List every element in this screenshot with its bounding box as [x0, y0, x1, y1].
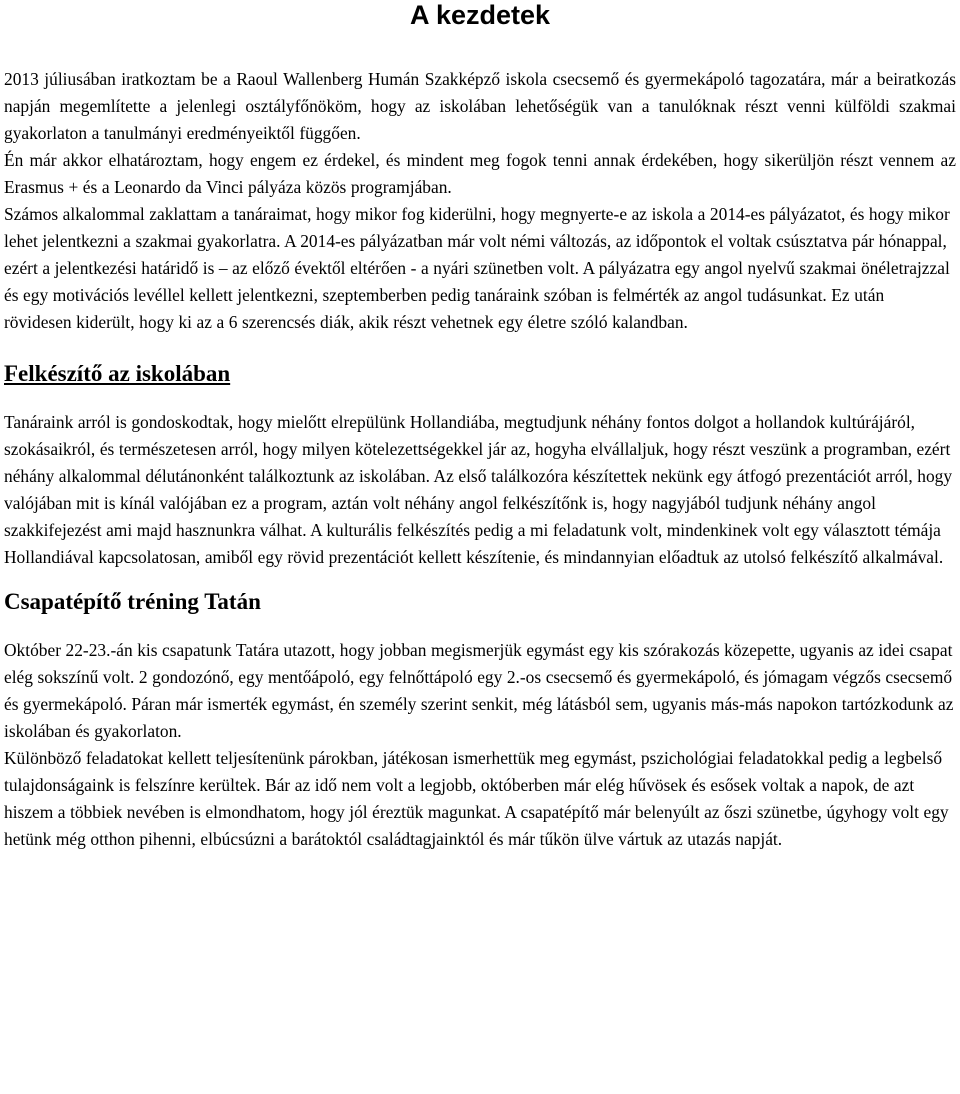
intro-paragraph-1: 2013 júliusában iratkoztam be a Raoul Wallenberg Humán Szakképző iskola csecsemő és gyermekápoló tagozatára, már a beiratkozás napján megemlítette a jelenlegi osztályfőnököm, hogy az iskolában lehetőségük van a tanulóknak részt venni külföldi szakmai gyakorlaton a tanulmányi eredményeiktől függően. — [4, 69, 956, 143]
teambuilding-paragraph-1: Október 22-23.-án kis csapatunk Tatára utazott, hogy jobban megismerjük egymást egy kis szórakozás közepette, ugyanis az idei csapat elég sokszínű volt. 2 gondozónő, egy mentőápoló, egy felnőttápoló egy 2.-os csecsemő és gyermekápoló, és jómagam végzős csecsemő és gyermekápoló. Páran már ismerték egymást, én személy szerint senkit, még látásból sem, ugyanis más-más napokon tartózkodunk az iskolában és gyakorlaton. — [4, 640, 954, 741]
section-heading-preparation: Felkészítő az iskolában — [4, 361, 231, 386]
spacer — [4, 571, 956, 588]
intro-paragraph-2: Én már akkor elhatároztam, hogy engem ez érdekel, és mindent meg fogok tenni annak érdekében, hogy sikerüljön részt vennem az Erasmus + és a Leonardo da Vinci pályáza közös programjában. — [4, 150, 956, 197]
spacer — [4, 388, 956, 409]
teambuilding-paragraph-2: Különböző feladatokat kellett teljesítenünk párokban, játékosan ismerhettük meg egymást, pszichológiai feladatokkal pedig a legbelső tulajdonságaink is felszínre kerültek. Bár az idő nem volt a legjobb, októberben már elég hűvösek és esősek voltak a napok, de azt hiszem a többiek nevében is elmondhatom, hogy jól éreztük magunkat. A csapatépítő már belenyúlt az őszi szünetbe, úgyhogy volt egy hetünk még otthon pihenni, elbúcsúzni a barátoktól családtagjainktól és már tűkön ülve vártuk az utazás napját. — [4, 748, 949, 849]
spacer — [4, 336, 956, 360]
spacer — [4, 616, 956, 637]
page-title: A kezdetek — [409, 0, 551, 30]
intro-paragraph-3: Számos alkalommal zaklattam a tanáraimat, hogy mikor fog kiderülni, hogy megnyerte-e az iskola a 2014-es pályázatot, és hogy mikor lehet jelentkezni a szakmai gyakorlatra. A 2014-es pályázatban már volt némi változás, az időpontok el voltak csúsztatva pár hónappal, ezért a jelentkezési határidő is – az előző évektől eltérően - a nyári szünetben volt. A pályázatra egy angol nyelvű szakmai önéletrajzzal és egy motivációs levéllel kellett jelentkezni, szeptemberben pedig tanáraink szóban is felmérték az angol tudásunkat. Ez után rövidesen kiderült, hogy ki az a 6 szerencsés diák, akik részt vehetnek egy életre szóló kalandban. — [4, 204, 950, 332]
preparation-paragraph: Tanáraink arról is gondoskodtak, hogy mielőtt elrepülünk Hollandiába, megtudjunk néhány fontos dolgot a hollandok kultúrájáról, szokásaikról, és természetesen arról, hogy milyen kötelezettségekkel jár az, hogyha elvállaljuk, hogy részt veszünk a programban, ezért néhány alkalommal délutánonként találkoztunk az iskolában. Az első találkozóra készítettek nekünk egy átfogó prezentációt arról, hogy valójában mit is kínál valójában ez a program, aztán volt néhány angol felkészítőnk is, hogy nagyjából tudjunk néhány angol szakkifejezést ami majd hasznunkra válhat. A kulturális felkészítés pedig a mi feladatunk volt, mindenkinek volt egy választott témája Hollandiával kapcsolatosan, amiből egy rövid prezentációt kellett készítenie, és mindannyian előadtuk az utolsó felkészítő alkalmával. — [4, 412, 953, 567]
document-page — [4, 0, 956, 853]
section-heading-teambuilding: Csapatépítő tréning Tatán — [4, 589, 261, 614]
